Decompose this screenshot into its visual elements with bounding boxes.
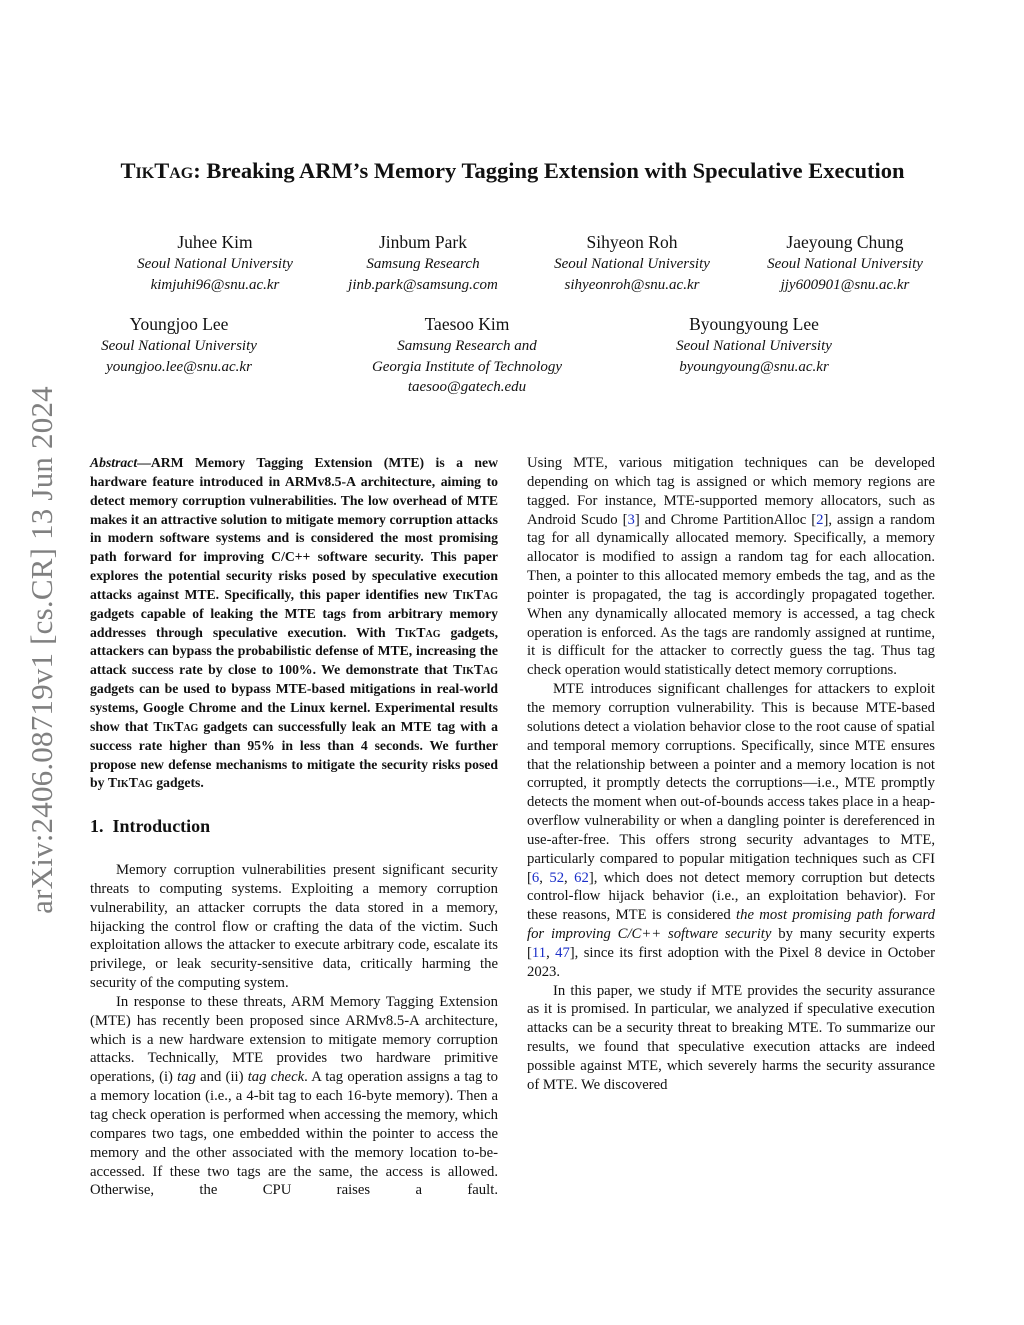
author-email[interactable]: sihyeonroh@snu.ac.kr [564,276,700,293]
section-heading [90,817,498,836]
abstract-label: Abstract [90,455,138,470]
author-affiliation: Seoul National University [554,256,710,272]
arxiv-identifier: arXiv:2406.08719v1 [cs.CR] 13 Jun 2024 [24,386,59,914]
author-affiliation: Samsung Research and [397,338,537,354]
abstract-text: gadgets can successfully leak an MTE tag with a success rate higher than 95% in less than 4 seconds. We further propose new defense mechanisms to mitigate the security risks posed by [90,718,498,791]
paragraph-text: In response to these threats, ARM Memory Tagging Extension (MTE) has recently been proposed since ARMv8.5-A architecture, which is a new hardware extension to mitigate memory corruption attacks. Technically, MTE provides two hardware primitive operations, (i) [90,993,498,1086]
author-email[interactable]: youngjoo.lee@snu.ac.kr [106,358,252,375]
paragraph: In this paper, we study if MTE provides the security assurance as it is promised. In particular, we analyzed if speculative execution attacks can be a security threat to breaking MTE. To summarize our results, we found that speculative execution attacks are indeed possible against MTE, which severely harms the security assurance of MTE. We discovered [527,982,935,1093]
paragraph-text: by many security experts [ [527,926,935,961]
author-block [372,312,562,398]
author-affiliation: Samsung Research [366,256,480,272]
paragraph-text: ] and Chrome PartitionAlloc [ [634,511,817,528]
author-name: Byoungyoung Lee [689,314,819,334]
abstract-text: ARM Memory Tagging Extension (MTE) is a new hardware feature introduced in ARMv8.5-A architecture, aiming to detect memory corruption vulnerabilities. The low overhead of MTE makes it an attractive solution to mitigate memory corruption attacks in modern software systems and is considered the most promising path forward for improving C/C++ software security. This paper explores the potential security risks posed by speculative execution attacks against MTE. Specifically, this paper identifies new [90,455,498,602]
abstract-tiktag: TikTag [107,775,153,791]
emphasis: the most promising path forward for improving C/C++ software security [527,907,935,943]
title-tiktag: TikTag [120,158,194,183]
author-name: Sihyeon Roh [586,232,678,252]
citation-link[interactable]: 6 [531,869,540,886]
section-title: Introduction [112,816,211,837]
paragraph-text: . A tag operation assigns a tag to a memory location (i.e., a 4-bit tag to each 16-byte memory). Then a tag check operation is performed when accessing the memory, which compares two tags, one embedded within the pointer to access the memory and the other associated with the memory location to-be-accessed. If these two tags are the same, the access is allowed. Otherwise, the CPU raises a fault. [90,1069,498,1199]
author-affiliation: Seoul National University [101,338,257,354]
author-affiliation: Seoul National University [676,338,832,354]
section-number: 1. [90,816,104,837]
paragraph: Memory corruption vulnerabilities present significant security threats to computing systems. Exploiting a memory corruption vulnerability, an attacker corrupts the data stored in a memory, hijacking the control flow or crafting the data of the victim. Such exploitation allows the attacker to execute arbitrary code, escalate its privilege, or leak security-sensitive data, critically harming the security of the computing system. [90,862,498,992]
abstract-text: gadgets can be used to bypass MTE-based mitigations in real-world systems, Google Chrome and the Linux kernel. Experimental results show that [90,681,498,734]
author-block [676,312,832,377]
author-name: Taesoo Kim [424,314,510,334]
paragraph [527,454,935,680]
paragraph-text: MTE introduces significant challenges for attackers to exploit the memory corruption vulnerability. This is because MTE-based solutions detect a violation behavior close to the root cause of spatial and temporal memory corruptions. Specifically, since MTE ensures that the relationship between a pointer and a memory location is not corrupted, it promptly detects the corruptions—i.e., MTE promptly detects the moment when out-of-bounds access takes place in a heap-overflow vulnerability or when a dangling pointer is dereferenced in use-after-free. This offers strong security advantages to MTE, particularly compared to popular mitigation techniques such as CFI [ [527,681,935,886]
author-affiliation: Seoul National University [767,256,923,272]
paragraph [90,993,498,1200]
paragraph-text: ], assign a random tag for all dynamically allocated memory. Specifically, a memory allocator is modified to assign a random tag for each allocation. Then, a pointer to this allocated memory embeds the tag, and as the pointer is propagated, the tag is accordingly propagated together. When any dynamically allocated memory is accessed, a tag check operation is enforced. As the tags are randomly assigned at runtime, it is difficult for the attacker to correctly guess the tag. Thus tag check operation would statistically detect memory corruptions. [527,511,935,679]
author-email[interactable]: jjy600901@snu.ac.kr [780,276,910,293]
author-email[interactable]: kimjuhi96@snu.ac.kr [150,276,280,293]
citation-separator: , [546,944,556,961]
paragraph-text: Using MTE, various mitigation techniques can be developed depending on which tag is assigned or which memory regions are tagged. For instance, MTE-supported memory allocators, such as Android Scudo [ [527,455,935,528]
citation-link[interactable]: 11 [531,944,547,961]
citation-link[interactable]: 62 [574,869,589,886]
paragraph-text: ], which does not detect memory corruption but detects control-flow hijack behavior (i.e., an exploitation behavior). For these reasons, MTE is considered [527,869,936,924]
abstract-dash: — [137,455,151,470]
author-name: Jaeyoung Chung [786,232,904,252]
emphasis: tag [177,1069,196,1086]
author-name: Jinbum Park [378,232,467,252]
citation-link[interactable]: 2 [816,511,824,528]
citation-link[interactable]: 47 [555,944,570,961]
author-email[interactable]: taesoo@gatech.edu [407,379,527,395]
author-block [101,312,257,377]
right-column [527,454,935,1095]
abstract-tiktag: TikTag [453,662,498,678]
author-block [348,230,498,295]
paragraph [527,680,935,982]
author-email[interactable]: byoungyoung@snu.ac.kr [679,358,829,375]
title-rest: : Breaking ARM’s Memory Tagging Extension with Speculative Execution [193,158,905,183]
author-block [554,230,710,295]
emphasis: tag check [247,1069,305,1086]
citation-link[interactable]: 52 [549,869,565,886]
author-name: Juhee Kim [177,232,253,252]
paragraph-text: ], since its first adoption with the Pixel 8 device in October 2023. [527,944,935,980]
author-email[interactable]: jinb.park@samsung.com [348,276,498,293]
citation-separator: , [539,869,550,886]
abstract-tiktag: TikTag [153,718,199,734]
abstract [90,454,498,793]
left-column [90,454,498,1200]
abstract-tiktag: TikTag [453,586,498,602]
author-affiliation: Georgia Institute of Technology [371,358,563,375]
abstract-text: gadgets capable of leaking the MTE tags from arbitrary memory addresses through speculative execution. With [90,605,498,640]
abstract-text: gadgets. [152,775,204,791]
paragraph-text: and (ii) [195,1069,248,1086]
abstract-text: gadgets, attackers can bypass the probabilistic defense of MTE, increasing the attack success rate by close to 100%. We demonstrate that [90,624,498,678]
paper-title [90,158,935,184]
citation-link[interactable]: 3 [627,511,635,528]
author-block [767,230,923,295]
author-affiliation: Seoul National University [137,256,293,272]
citation-separator: , [564,869,575,886]
author-name: Youngjoo Lee [129,314,229,334]
author-block [137,230,293,295]
abstract-tiktag: TikTag [395,624,441,640]
